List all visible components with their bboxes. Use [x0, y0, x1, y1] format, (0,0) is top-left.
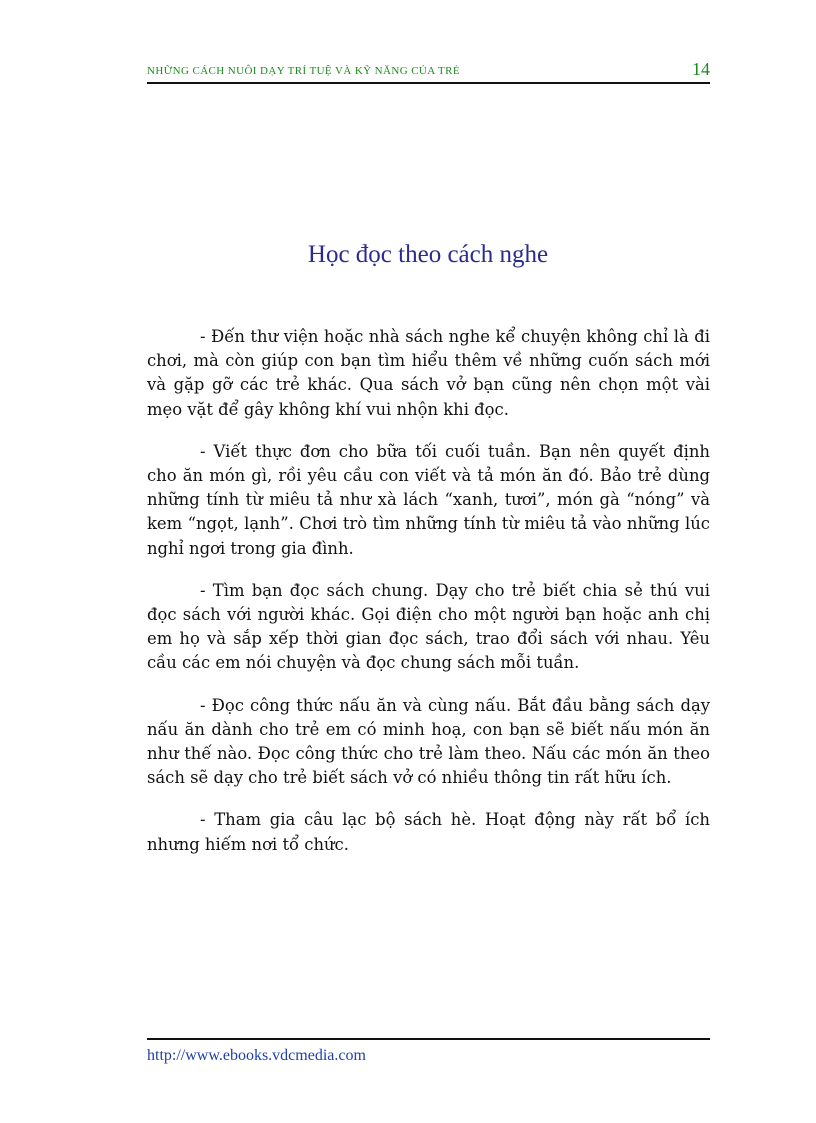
page-header	[147, 60, 710, 84]
page-footer	[147, 1038, 710, 1064]
paragraph: - Đến thư viện hoặc nhà sách nghe kể chuyện không chỉ là đi chơi, mà còn giúp con bạn tìm hiểu thêm về những cuốn sách mới và gặp gỡ các trẻ khác. Qua sách vở bạn cũng nên chọn một vài mẹo vặt để gây không khí vui nhộn khi đọc.	[147, 327, 710, 419]
section-title: Học đọc theo cách nghe	[307, 241, 549, 268]
page-number: 14	[692, 59, 710, 79]
body-content	[147, 325, 710, 875]
paragraph: - Đọc công thức nấu ăn và cùng nấu. Bắt đầu bằng sách dạy nấu ăn dành cho trẻ em có minh hoạ, con bạn sẽ biết nấu món ăn như thế nào. Đọc công thức cho trẻ làm theo. Nấu các món ăn theo sách sẽ dạy cho trẻ biết sách vở có nhiều thông tin rất hữu ích.	[147, 695, 710, 788]
paragraph: - Viết thực đơn cho bữa tối cuối tuần. Bạn nên quyết định cho ăn món gì, rồi yêu cầu con viết và tả món ăn đó. Bảo trẻ dùng những tính từ miêu tả như xà lách “xanh, tươi”, món gà “nóng” và kem “ngọt, lạnh”. Chơi trò tìm những tính từ miêu tả vào những lúc nghỉ ngơi trong gia đình.	[147, 441, 710, 558]
paragraph: - Tìm bạn đọc sách chung. Dạy cho trẻ biết chia sẻ thú vui đọc sách với người khác. Gọi điện cho một người bạn hoặc anh chị em họ và sắp xếp thời gian đọc sách, trao đổi sách với nhau. Yêu cầu các em nói chuyện và đọc chung sách mỗi tuần.	[147, 580, 710, 673]
paragraph: - Tham gia câu lạc bộ sách hè. Hoạt động này rất bổ ích nhưng hiếm nơi tổ chức.	[147, 810, 710, 854]
footer-website-link[interactable]: http://www.ebooks.vdcmedia.com	[147, 1047, 366, 1064]
running-header-title: NHỮNG CÁCH NUÔI DẠY TRÍ TUỆ VÀ KỸ NĂNG CỦA TRẺ	[147, 65, 460, 77]
